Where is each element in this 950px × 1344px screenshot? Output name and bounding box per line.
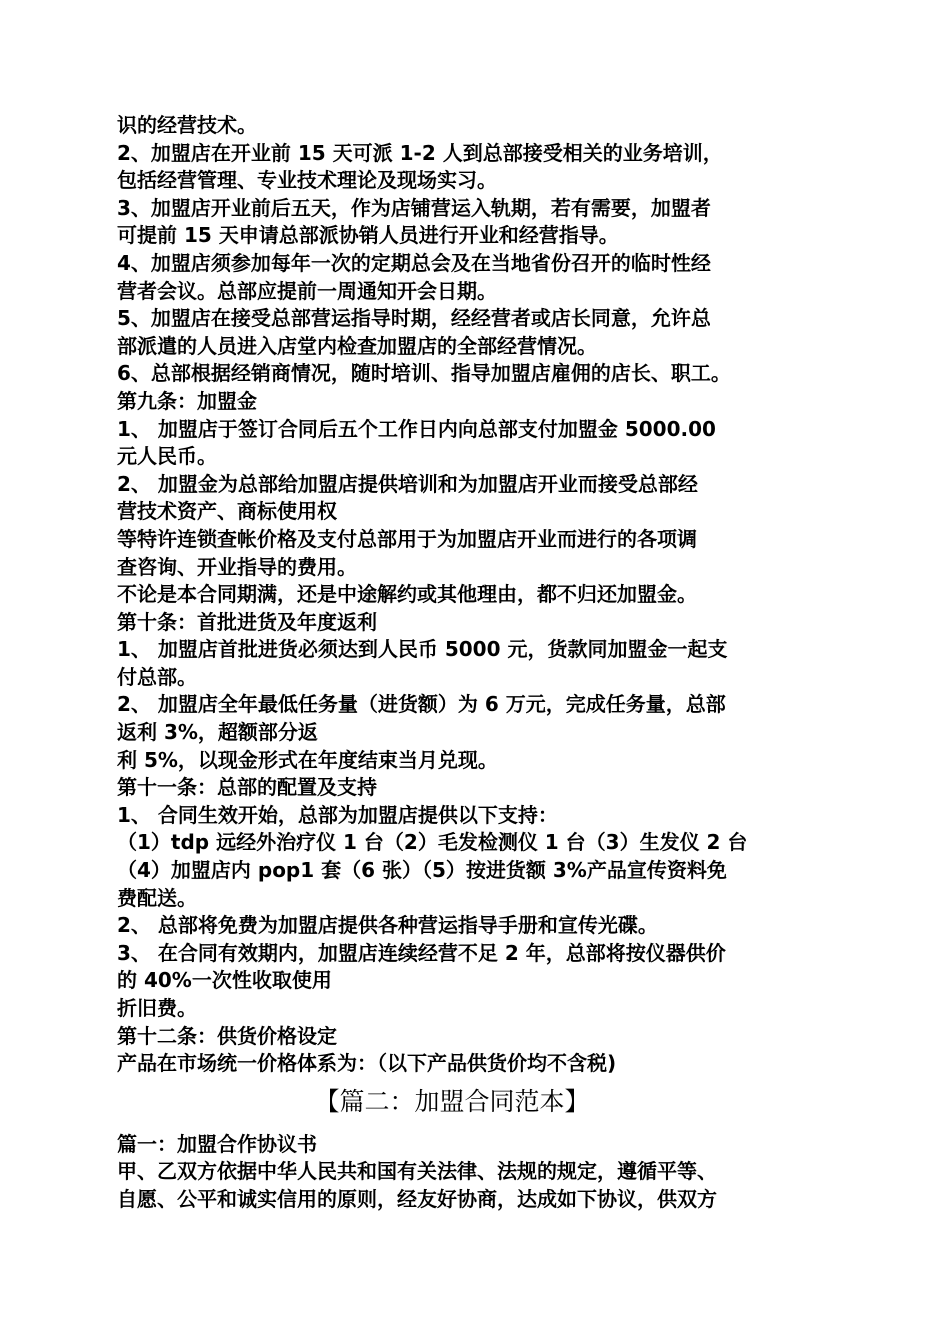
- text-line: 第十一条：总部的配置及支持: [117, 775, 377, 800]
- text-line: 篇一：加盟合作协议书: [117, 1131, 317, 1156]
- text-line: 元人民币。: [117, 444, 217, 469]
- text-line: 包括经营管理、专业技术理论及现场实习。: [117, 168, 497, 193]
- text-line: 1、 合同生效开始，总部为加盟店提供以下支持：: [117, 802, 558, 827]
- text-line: 识的经营技术。: [117, 113, 257, 137]
- document-body: [117, 112, 847, 1214]
- text-line: 查咨询、开业指导的费用。: [117, 554, 357, 579]
- text-line: 的 40%一次性收取使用: [117, 968, 332, 993]
- text-line: 6、总部根据经销商情况，随时培训、指导加盟店雇佣的店长、职工。: [117, 361, 731, 386]
- text-line: （4）加盟店内 pop1 套（6 张）（5）按进货额 3%产品宣传资料免: [117, 858, 727, 883]
- text-line: 费配送。: [117, 885, 197, 910]
- text-line: 第十二条：供货价格设定: [117, 1023, 337, 1048]
- text-line: 营者会议。总部应提前一周通知开会日期。: [117, 278, 497, 303]
- text-line: 折旧费。: [117, 996, 197, 1020]
- text-line: 2、加盟店在开业前 15 天可派 1-2 人到总部接受相关的业务培训，: [117, 140, 723, 165]
- text-line: （1）tdp 远经外治疗仪 1 台（2）毛发检测仪 1 台（3）生发仪 2 台: [117, 830, 748, 855]
- text-line: 2、 加盟店全年最低任务量（进货额）为 6 万元，完成任务量，总部: [117, 692, 726, 717]
- text-line: 3、加盟店开业前后五天，作为店铺营运入轨期，若有需要，加盟者: [117, 195, 711, 220]
- text-line: 2、 加盟金为总部给加盟店提供培训和为加盟店开业而接受总部经: [117, 471, 698, 496]
- text-line: 可提前 15 天申请总部派协销人员进行开业和经营指导。: [117, 223, 619, 248]
- text-line: 3、 在合同有效期内，加盟店连续经营不足 2 年，总部将按仪器供价: [117, 940, 726, 965]
- text-line: 营技术资产、商标使用权: [117, 499, 337, 524]
- text-line: 等特许连锁查帐价格及支付总部用于为加盟店开业而进行的各项调: [117, 526, 697, 551]
- text-line: 不论是本合同期满，还是中途解约或其他理由，都不归还加盟金。: [117, 582, 697, 607]
- agreement-intro: [117, 1131, 847, 1214]
- text-line: 1、 加盟店首批进货必须达到人民币 5000 元，货款同加盟金一起支: [117, 637, 728, 662]
- text-line: 第九条：加盟金: [117, 388, 257, 413]
- text-line: 产品在市场统一价格体系为：（以下产品供货价均不含税): [117, 1051, 617, 1076]
- contract-clauses: [117, 112, 847, 1078]
- text-line: 5、加盟店在接受总部营运指导时期，经经营者或店长同意，允许总: [117, 306, 711, 331]
- text-line: 第十条：首批进货及年度返利: [117, 609, 377, 634]
- section-heading: 【篇二：加盟合同范本】: [314, 1086, 590, 1116]
- text-line: 部派遣的人员进入店堂内检查加盟店的全部经营情况。: [117, 333, 597, 358]
- text-line: 自愿、公平和诚实信用的原则，经友好协商，达成如下协议，供双方: [117, 1186, 717, 1211]
- text-line: 付总部。: [117, 664, 197, 689]
- text-line: 2、 总部将免费为加盟店提供各种营运指导手册和宣传光碟。: [117, 913, 658, 938]
- text-line: 返利 3%，超额部分返: [117, 720, 318, 745]
- text-line: 甲、乙双方依据中华人民共和国有关法律、法规的规定，遵循平等、: [117, 1159, 717, 1184]
- text-line: 利 5%，以现金形式在年度结束当月兑现。: [117, 747, 498, 772]
- text-line: 1、 加盟店于签订合同后五个工作日内向总部支付加盟金 5000.00: [117, 416, 716, 441]
- text-line: 4、加盟店须参加每年一次的定期总会及在当地省份召开的临时性经: [117, 250, 711, 275]
